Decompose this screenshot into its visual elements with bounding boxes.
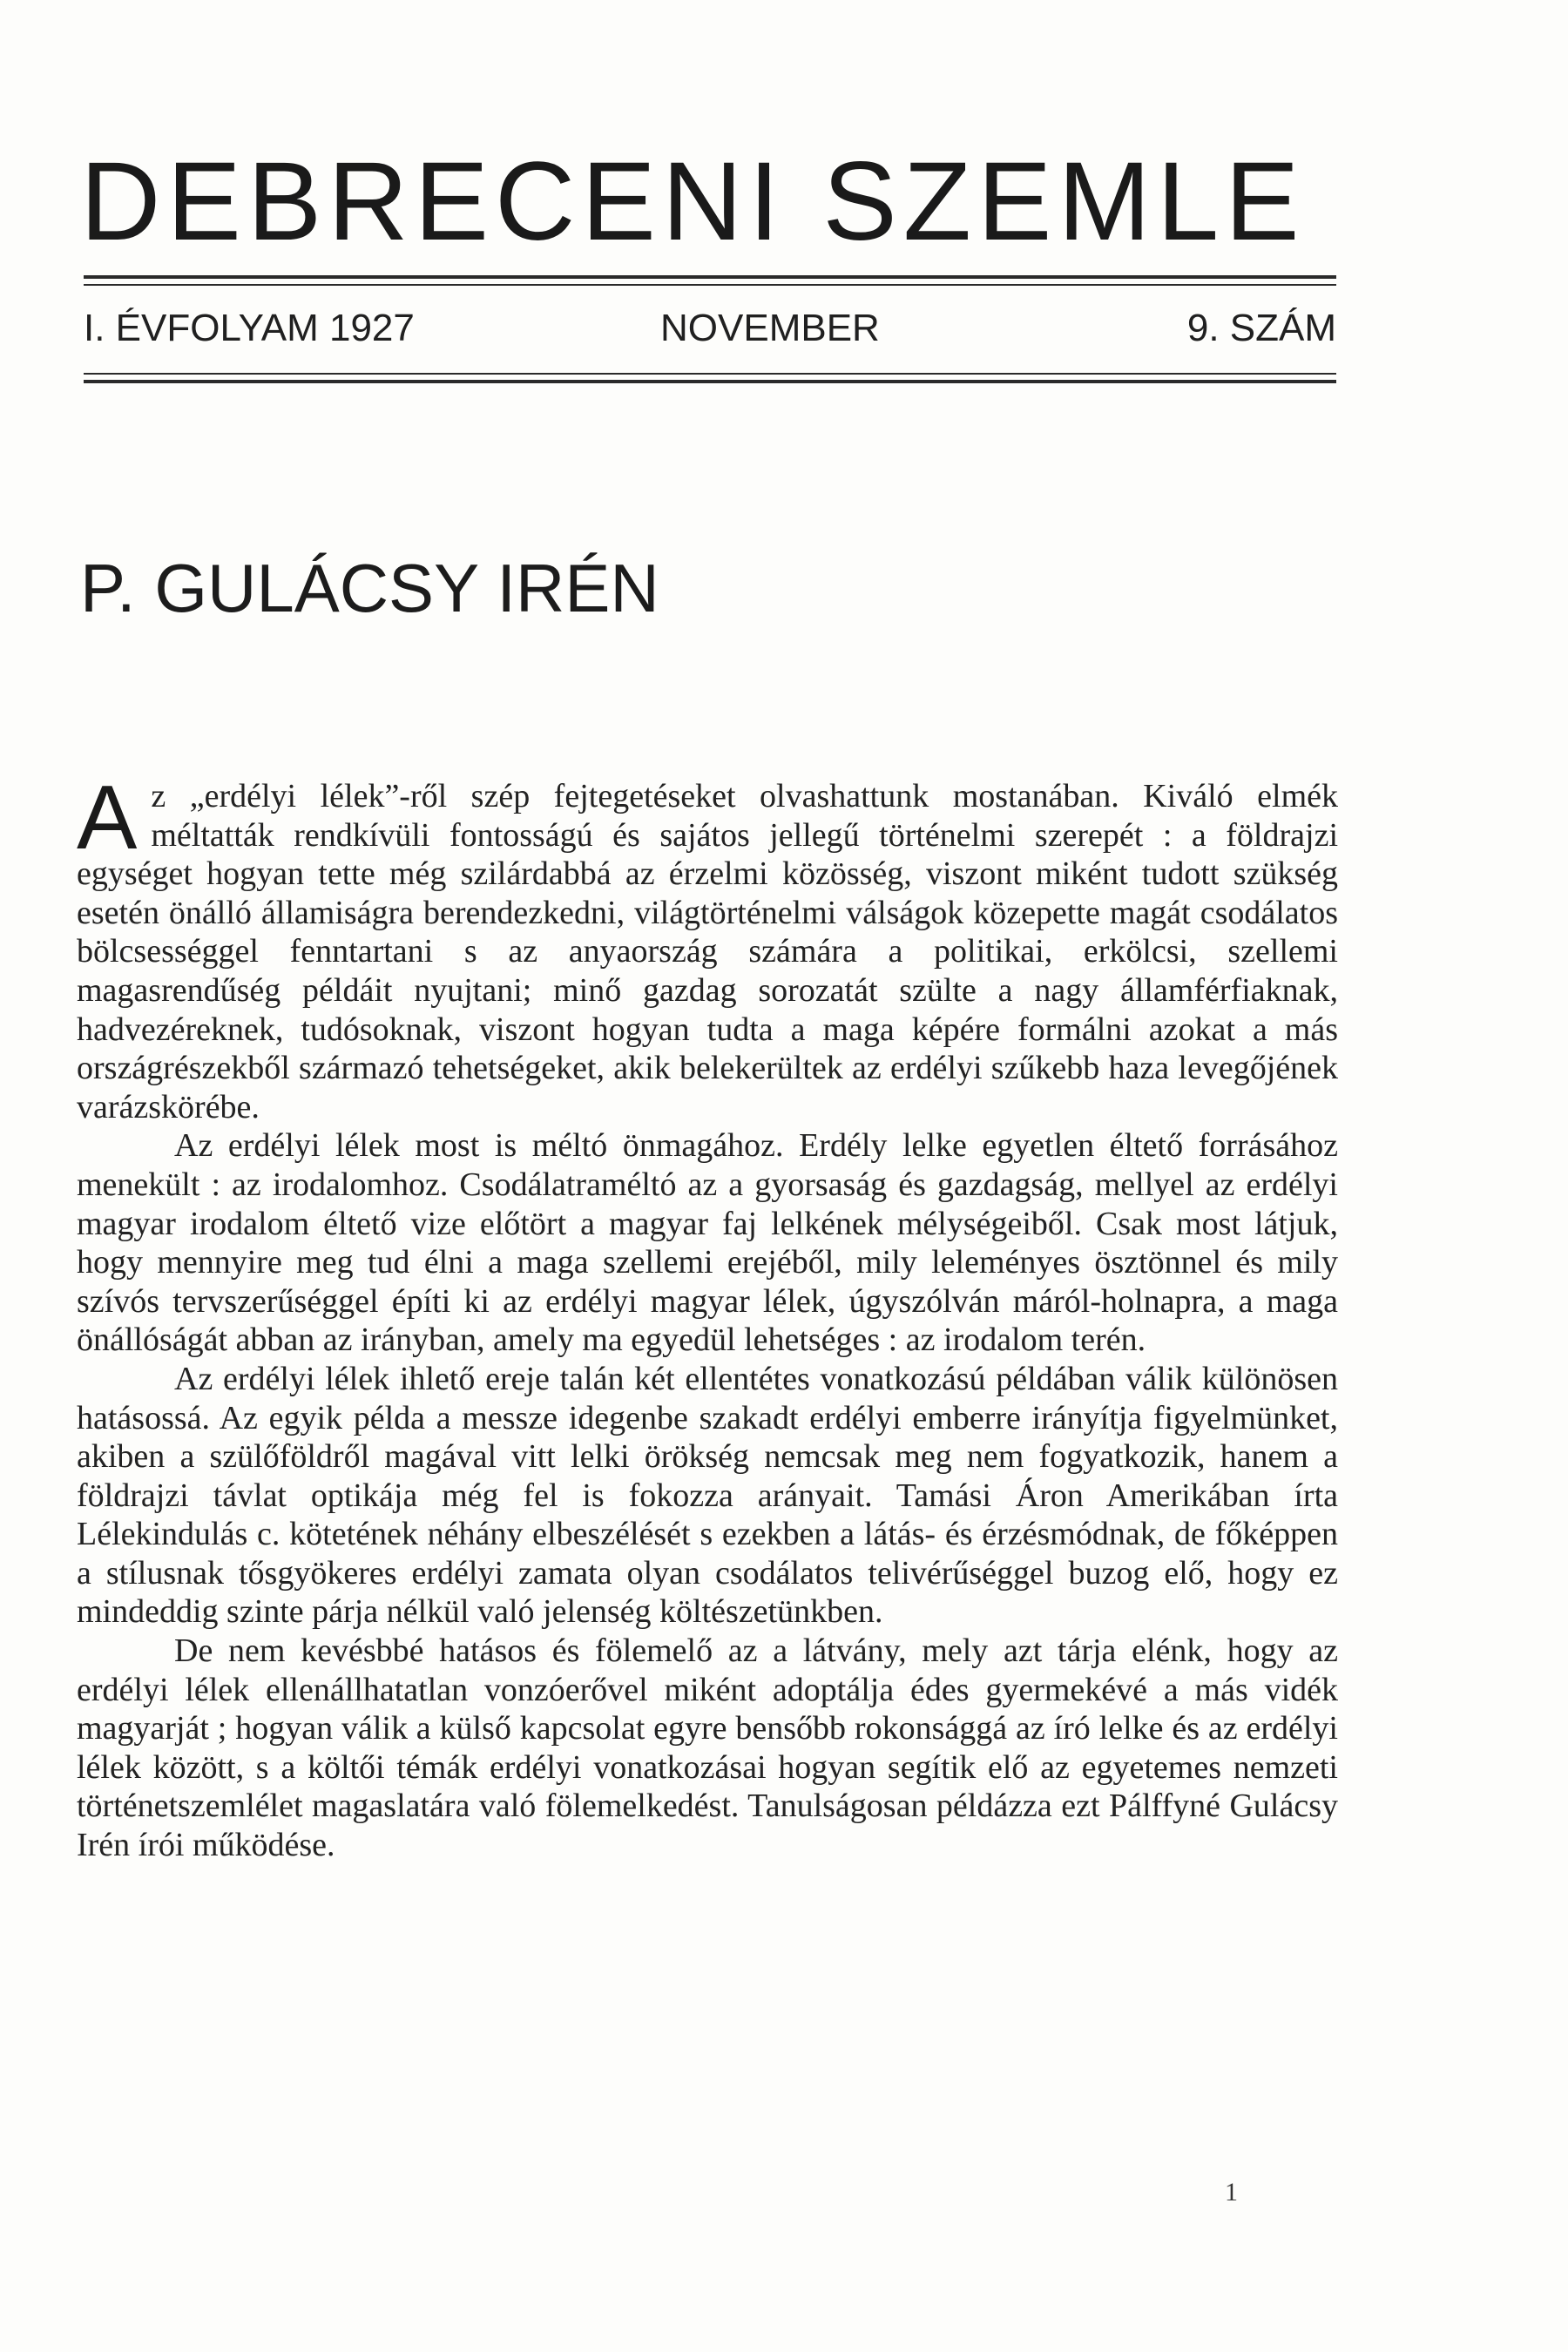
paragraph-1-text: z „erdélyi lélek”-ről szép fejtegetéseket olvashattunk mostanában. Kiváló elmék méltatták rendkívüli fontosságú és sajátos jellegű történelmi szerepét : a földrajzi egységet hogyan tette még szilárdabbá az érzelmi közösség, viszont miként tudott szükség esetén önálló államiságra berendezkedni, világtörténelmi válságok közepette magát csodálatos bölcsességgel fenntartani s az anyaország számára a politikai, erkölcsi, szellemi magasrendűség példáit nyujtani; minő gazdag sorozatát szülte a nagy államférfiaknak, hadvezéreknek, tudósoknak, viszont hogyan tudta a maga képére formálni azokat a más országrészekből származó tehetségeket, akik belekerültek az erdélyi szűkebb haza levegőjének varázskörébe. — [77, 778, 1338, 1125]
journal-title: DEBRECENI SZEMLE — [80, 139, 1306, 264]
month-label: NOVEMBER — [660, 307, 880, 349]
drop-cap: A — [77, 767, 138, 868]
volume-label: I. ÉVFOLYAM 1927 — [84, 307, 415, 349]
header-rule-bottom-thin — [84, 373, 1336, 375]
paragraph-1 — [77, 767, 1338, 1126]
article-body — [77, 767, 1338, 1865]
issue-info — [84, 307, 1336, 350]
header-rule-bottom-thick — [84, 380, 1336, 383]
issue-number: 9. SZÁM — [1186, 307, 1336, 349]
page-number: 1 — [1225, 2178, 1238, 2207]
header-rule-top-thick — [84, 275, 1336, 279]
header-rule-top-thin — [84, 284, 1336, 286]
paragraph-2: Az erdélyi lélek most is méltó önmagához. Erdély lelke egyetlen éltető forrásához menekült : az irodalomhoz. Csodálatraméltó az a gyorsaság és gazdagság, mellyel az erdélyi magyar irodalom éltető vize előtört a magyar faj lelkének mélységeiből. Csak most látjuk, hogy mennyire meg tud élni a maga szellemi erejéből, mily leleményes ösztönnel és mily szívós tervszerűséggel építi ki az erdélyi magyar lélek, úgyszólván máról-holnapra, a maga önállóságát abban az irányban, amely ma egyedül lehetséges : az irodalom terén. — [77, 1127, 1338, 1359]
article-title: P. GULÁCSY IRÉN — [80, 550, 659, 626]
paragraph-4: De nem kevésbbé hatásos és fölemelő az a látvány, mely azt tárja elénk, hogy az erdélyi lélek ellenállhatatlan vonzóerővel miként adoptálja édes gyermekévé a más vidék magyarját ; hogyan válik a külső kapcsolat egyre bensőbb rokonsággá az író lelke és az erdélyi lélek között, s a költői témák erdélyi vonatkozásai hogyan segítik elő az egyetemes nemzeti történetszemlélet magaslatára való fölemelkedést. Tanulságosan példázza ezt Pálffyné Gulácsy Irén írói működése. — [77, 1632, 1338, 1864]
paragraph-3: Az erdélyi lélek ihlető ereje talán két ellentétes vonatkozású példában válik különösen hatásossá. Az egyik példa a messze idegenbe szakadt erdélyi emberre irányítja figyelmünket, akiben a szülőföldről magával vitt lelki örökség nemcsak meg nem fogyatkozik, hanem a földrajzi távlat optikája még fel is fokozza arányait. Tamási Áron Amerikában írta Lélekindulás c. kötetének néhány elbeszélését s ezekben a látás- és érzésmódnak, de főképpen a stílusnak tősgyökeres erdélyi zamata olyan csodálatos telivérűséggel buzog elő, hogy ez mindeddig szinte párja nélkül való jelenség költészetünkben. — [77, 1360, 1338, 1631]
